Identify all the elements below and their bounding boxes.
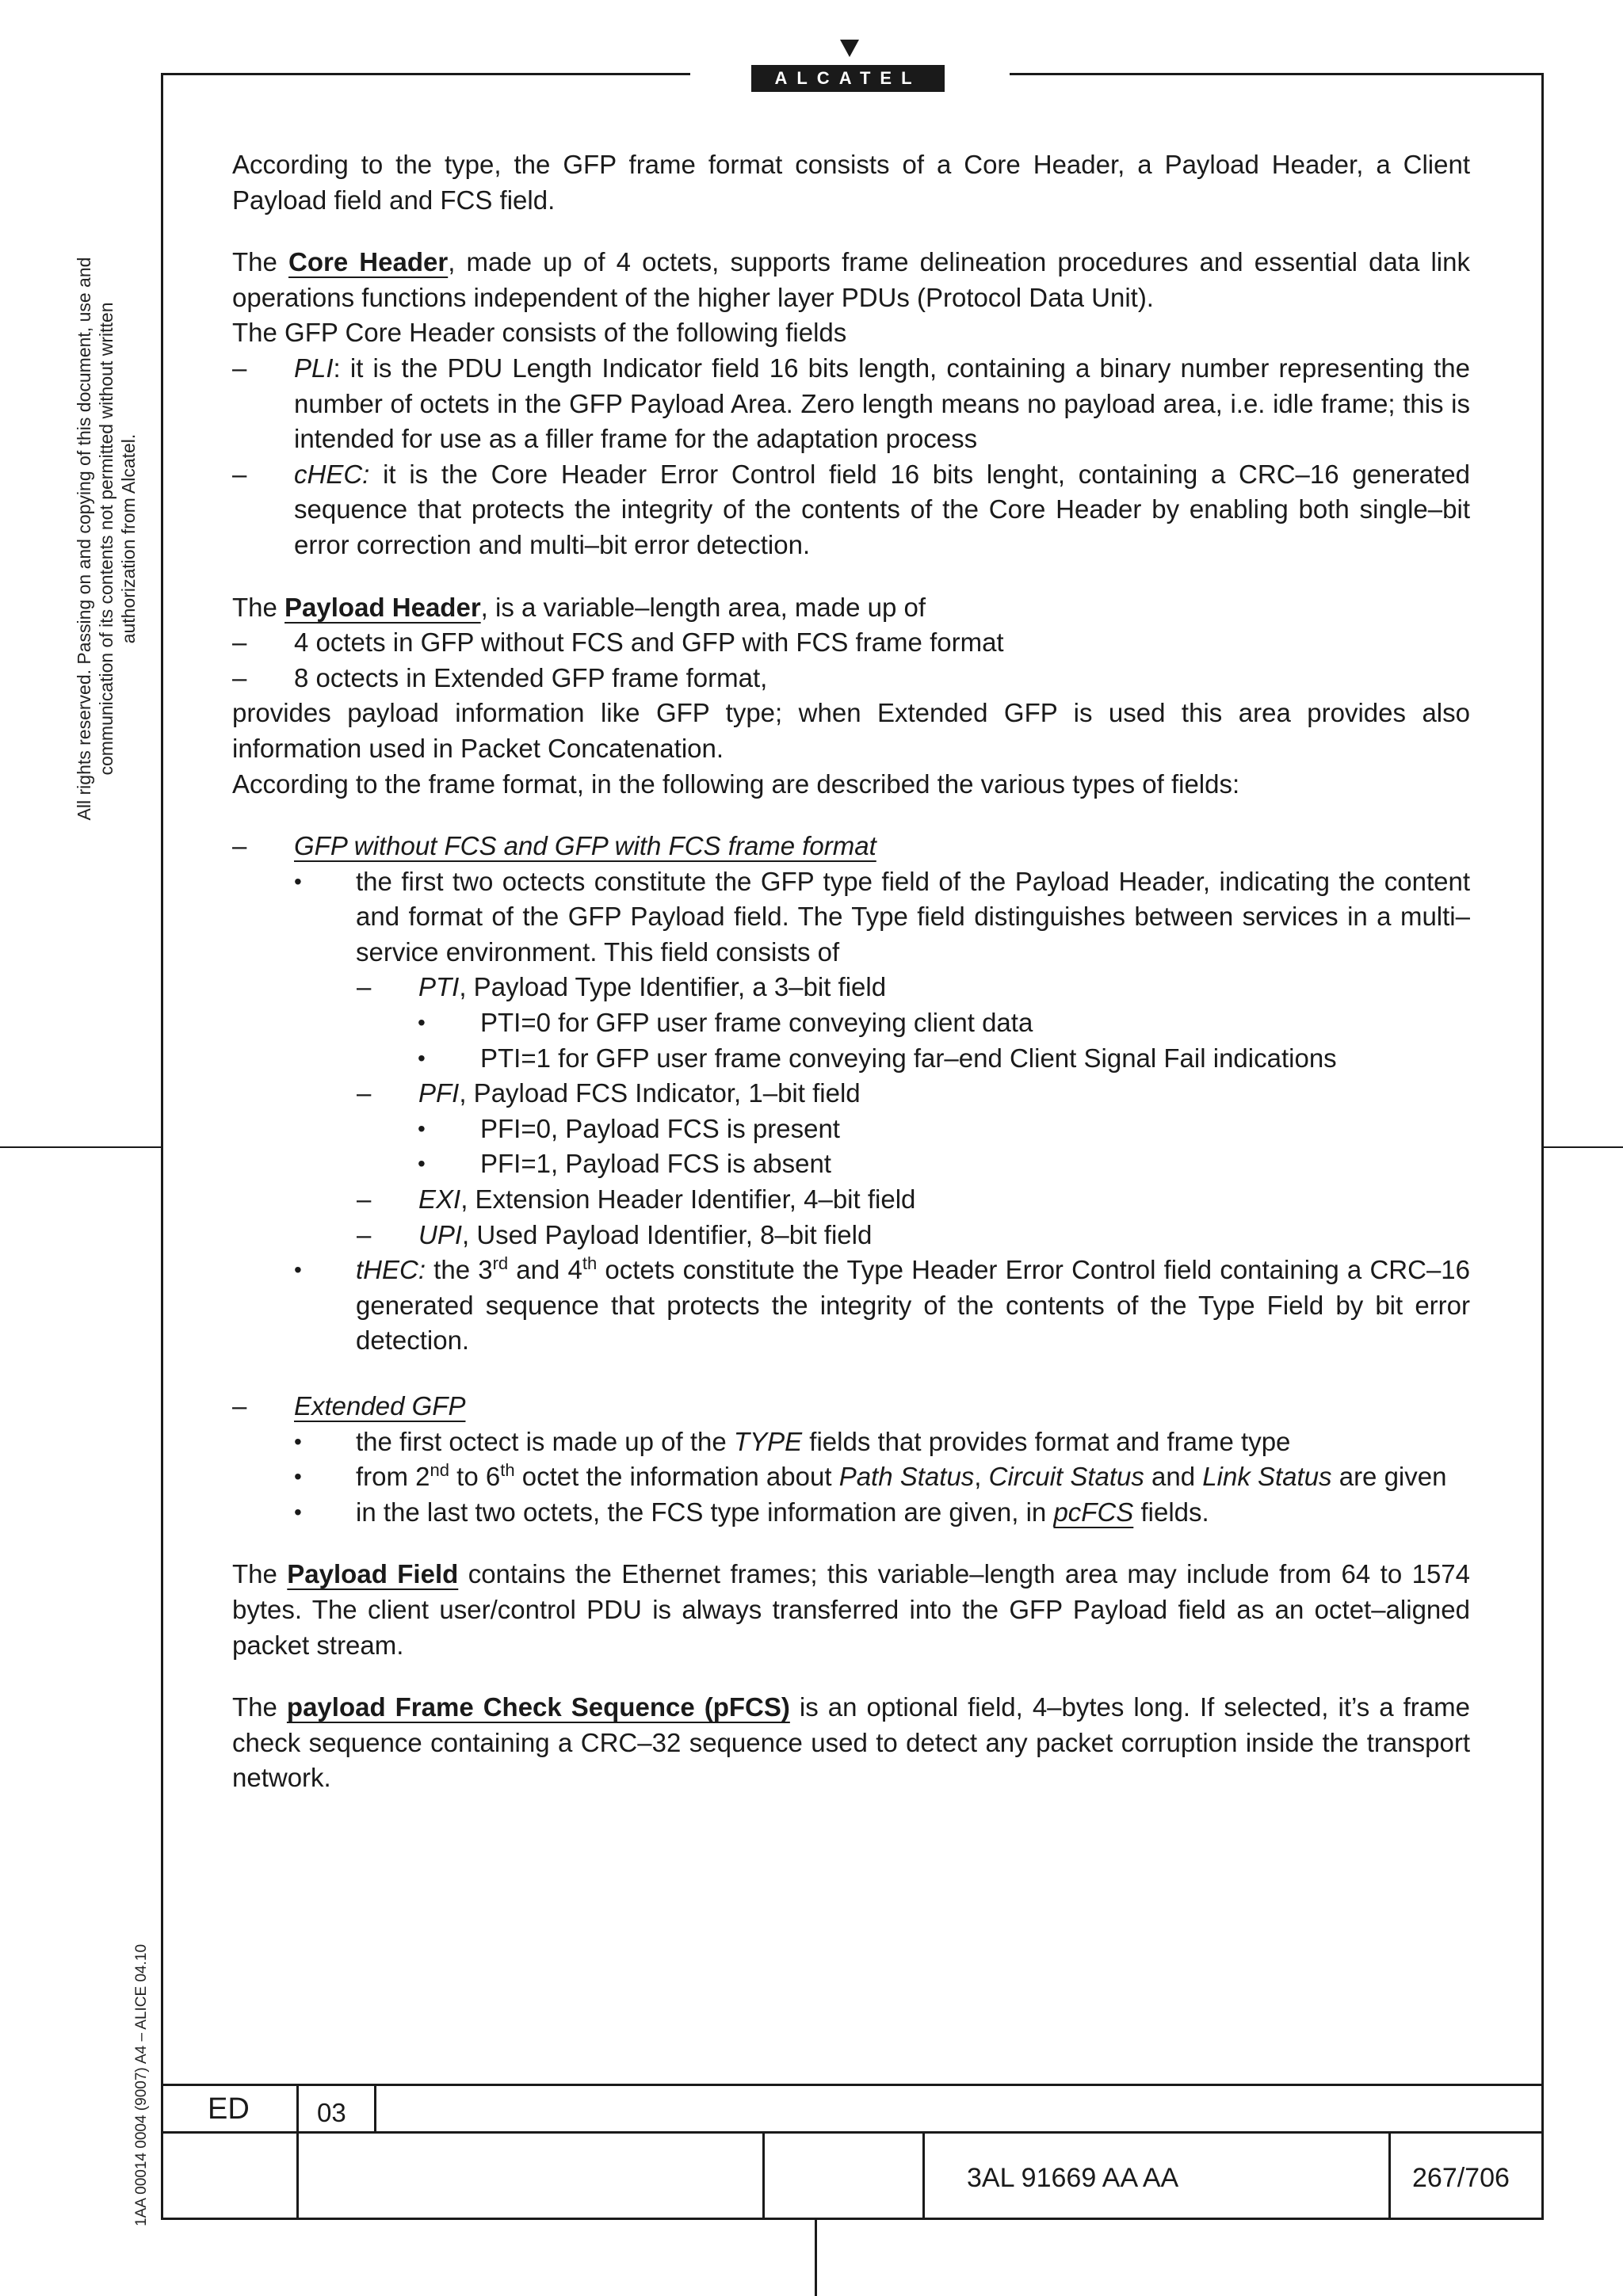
bullet-marker: • xyxy=(294,868,302,894)
rights-notice: All rights reserved. Passing on and copying of this document, use and communication of its contents not permitted without written authorization from Alcatel. xyxy=(74,257,139,821)
pfi1-item: • PFI=1, Payload FCS is absent xyxy=(232,1146,1470,1182)
dash-marker: – xyxy=(232,662,247,692)
extended-gfp-heading: – Extended GFP xyxy=(232,1389,1470,1425)
payload-header-term: Payload Header xyxy=(285,592,481,622)
edition-label: ED xyxy=(208,2092,250,2126)
payload-header-info: provides payload information like GFP type; when Extended GFP is used this area provides also information used in Packet Concatenation. xyxy=(232,698,1470,763)
upi-item: – UPI, Used Payload Identifier, 8–bit field xyxy=(232,1218,1470,1253)
dash-marker: – xyxy=(357,1184,372,1215)
exi-item: – EXI, Extension Header Identifier, 4–bit field xyxy=(232,1182,1470,1218)
fold-mark-left xyxy=(0,1146,161,1148)
pfi0-item: • PFI=0, Payload FCS is present xyxy=(232,1112,1470,1147)
core-header-paragraph: The Core Header, made up of 4 octets, supports frame delineation procedures and essential data link operations functions independent of the higher layer PDUs (Protocol Data Unit). xyxy=(232,247,1470,312)
bullet-marker: • xyxy=(294,1257,302,1283)
footer-divider xyxy=(922,2131,925,2220)
document-code: 3AL 91669 AA AA xyxy=(967,2163,1179,2193)
dash-marker: – xyxy=(232,627,247,658)
dash-marker: – xyxy=(357,1219,372,1249)
bullet-marker: • xyxy=(418,1151,426,1177)
dash-marker: – xyxy=(232,459,247,489)
bullet-marker: • xyxy=(418,1010,426,1035)
payload-header-item: – 8 octects in Extended GFP frame format, xyxy=(232,661,1470,696)
footer-divider xyxy=(762,2131,765,2220)
core-header-term: Core Header xyxy=(288,247,449,277)
payload-header-paragraph: The Payload Header, is a variable–length area, made up of xyxy=(232,592,926,622)
bullet-marker: • xyxy=(294,1428,302,1454)
pti0-item: • PTI=0 for GFP user frame conveying client data xyxy=(232,1005,1470,1041)
footer-top-line xyxy=(161,2084,1544,2086)
alcatel-logo: ALCATEL xyxy=(751,65,945,92)
ext-bullet-status: • from 2nd to 6th octet the information about Path Status, Circuit Status and Link Status are given xyxy=(232,1459,1470,1495)
thec-bullet: • tHEC: the 3rd and 4th octets constitute the Type Header Error Control field containing a CRC–16 generated sequence that protects the integrity of the contents of the Type Field by bit error detection. xyxy=(294,1253,1470,1356)
dash-marker: – xyxy=(232,353,247,383)
logo-triangle-icon xyxy=(840,40,859,57)
payload-field-paragraph: The Payload Field contains the Ethernet frames; this variable–length area may include from 64 to 1574 bytes. The client user/control PDU is always transferred into the GFP Payload field as an octet–aligned packet stream. xyxy=(232,1559,1470,1660)
chec-item: – cHEC: it is the Core Header Error Control field 16 bits lenght, containing a CRC–16 generated sequence that protects the integrity of the contents of the Core Header by enabling both single–bit error correction and multi–bit error detection. xyxy=(232,457,1470,563)
gfp-section-heading: – GFP without FCS and GFP with FCS frame format xyxy=(232,829,1470,864)
bullet-marker: • xyxy=(418,1116,426,1141)
dash-marker: – xyxy=(357,1078,372,1108)
pfcs-paragraph: The payload Frame Check Sequence (pFCS) is an optional field, 4–bytes long. If selected, it’s a frame check sequence containing a CRC–32 sequence used to detect any packet corruption inside the transport network. xyxy=(232,1692,1470,1793)
pfi-item: – PFI, Payload FCS Indicator, 1–bit field xyxy=(232,1076,1470,1112)
ext-bullet-fcs: • in the last two octets, the FCS type information are given, in pcFCS fields. xyxy=(232,1495,1470,1531)
pti-item: – PTI, Payload Type Identifier, a 3–bit field xyxy=(232,970,1470,1005)
bullet-marker: • xyxy=(294,1499,302,1524)
gfp-type-bullet: • the first two octects constitute the GFP type field of the Payload Header, indicating the content and format of the GFP Payload field. The Type field distinguishes between services in a multi–service environment. This field consists of xyxy=(232,864,1470,971)
dash-marker: – xyxy=(232,831,247,861)
form-code: 1AA 00014 0004 (9007) A4 – ALICE 04.10 xyxy=(133,1943,150,2226)
ext-bullet-type: • the first octect is made up of the TYPE fields that provides format and frame type xyxy=(232,1425,1470,1460)
payload-field-term: Payload Field xyxy=(287,1559,459,1589)
document-body xyxy=(232,147,1470,1796)
dash-marker: – xyxy=(232,1391,247,1421)
footer-divider xyxy=(296,2084,299,2220)
pti1-item: • PTI=1 for GFP user frame conveying far–end Client Signal Fail indications xyxy=(232,1041,1470,1077)
frame-left xyxy=(161,73,163,2220)
frame-bottom xyxy=(161,2218,1544,2220)
pli-item: – PLI: it is the PDU Length Indicator field 16 bits length, containing a binary number representing the number of octets in the GFP Payload Area. Zero length means no payload area, i.e. idle frame; this is intended for use as a filler frame for the adaptation process xyxy=(232,351,1470,457)
payload-header-item: – 4 octets in GFP without FCS and GFP with FCS frame format xyxy=(232,625,1470,661)
edition-value: 03 xyxy=(317,2098,346,2127)
page-number: 267/706 xyxy=(1412,2163,1510,2193)
footer-divider xyxy=(1388,2131,1391,2220)
field-types-intro: According to the frame format, in the following are described the various types of fields: xyxy=(232,769,1240,799)
bullet-marker: • xyxy=(418,1045,426,1070)
bullet-marker: • xyxy=(294,1464,302,1489)
dash-marker: – xyxy=(357,972,372,1002)
footer-mid-line xyxy=(161,2131,1544,2134)
core-fields-intro: The GFP Core Header consists of the following fields xyxy=(232,318,847,348)
frame-top-left xyxy=(161,73,690,75)
bottom-tick xyxy=(815,2220,817,2296)
footer-divider xyxy=(374,2084,376,2133)
intro-paragraph: According to the type, the GFP frame format consists of a Core Header, a Payload Header, a Client Payload field and FCS field. xyxy=(232,150,1470,215)
pfcs-term: payload Frame Check Sequence (pFCS) xyxy=(286,1692,790,1722)
fold-mark-right xyxy=(1544,1146,1623,1148)
frame-top-right xyxy=(1010,73,1544,75)
